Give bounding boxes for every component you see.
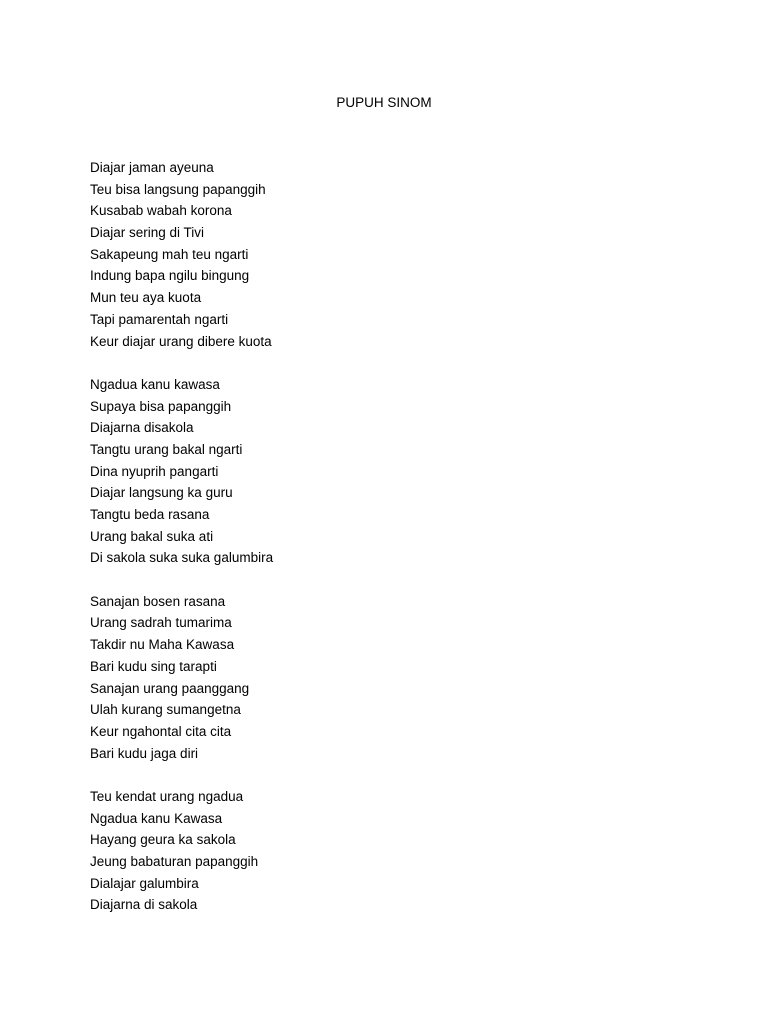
document-title: PUPUH SINOM: [336, 95, 432, 110]
poem-line: Ngadua kanu kawasa: [90, 376, 220, 392]
poem-line: Di sakola suka suka galumbira: [90, 550, 274, 566]
stanza-4: [90, 786, 690, 916]
poem-line: Diajarna disakola: [90, 420, 194, 436]
poem-line: Tapi pamarentah ngarti: [90, 311, 229, 327]
poem-line: Sanajan bosen rasana: [90, 593, 226, 609]
poem-line: Takdir nu Maha Kawasa: [90, 637, 235, 653]
poem-line: Teu bisa langsung papanggih: [90, 181, 266, 197]
poem-line: Bari kudu jaga diri: [90, 745, 199, 761]
poem-line: Mun teu aya kuota: [90, 290, 202, 306]
poem-line: Tangtu beda rasana: [90, 507, 210, 522]
poem-line: Supaya bisa papanggih: [90, 398, 232, 414]
poem-line: Sakapeung mah teu ngarti: [90, 246, 249, 262]
poem-line: Urang bakal suka ati: [90, 528, 214, 544]
poem-line: Jeung babaturan papanggih: [90, 854, 259, 869]
poem-line: Keur diajar urang dibere kuota: [90, 333, 272, 349]
poem-line: Sanajan urang paanggang: [90, 680, 250, 696]
poem-line: Urang sadrah tumarima: [90, 615, 232, 631]
poem-line: Kusabab wabah korona: [90, 203, 232, 219]
stanza-1: [90, 157, 690, 352]
poem-line: Bari kudu sing tarapti: [90, 658, 217, 674]
poem-line: Ulah kurang sumangetna: [90, 702, 241, 718]
poem-line: Ngadua kanu Kawasa: [90, 810, 223, 826]
poem-line: Dialajar galumbira: [90, 875, 199, 891]
poem-line: Diajar jaman ayeuna: [90, 160, 214, 175]
poem-line: Keur ngahontal cita cita: [90, 723, 232, 739]
poem-body: [90, 157, 690, 938]
poem-line: Tangtu urang bakal ngarti: [90, 441, 243, 457]
poem-line: Dina nyuprih pangarti: [90, 463, 219, 479]
poem-line: Diajar sering di Tivi: [90, 225, 205, 241]
poem-line: Indung bapa ngilu bingung: [90, 268, 250, 284]
stanza-2: [90, 374, 690, 569]
poem-line: Diajarna di sakola: [90, 897, 198, 913]
poem-line: Teu kendat urang ngadua: [90, 788, 244, 804]
poem-line: Diajar langsung ka guru: [90, 485, 233, 501]
poem-line: Hayang geura ka sakola: [90, 832, 236, 848]
stanza-3: [90, 591, 690, 765]
